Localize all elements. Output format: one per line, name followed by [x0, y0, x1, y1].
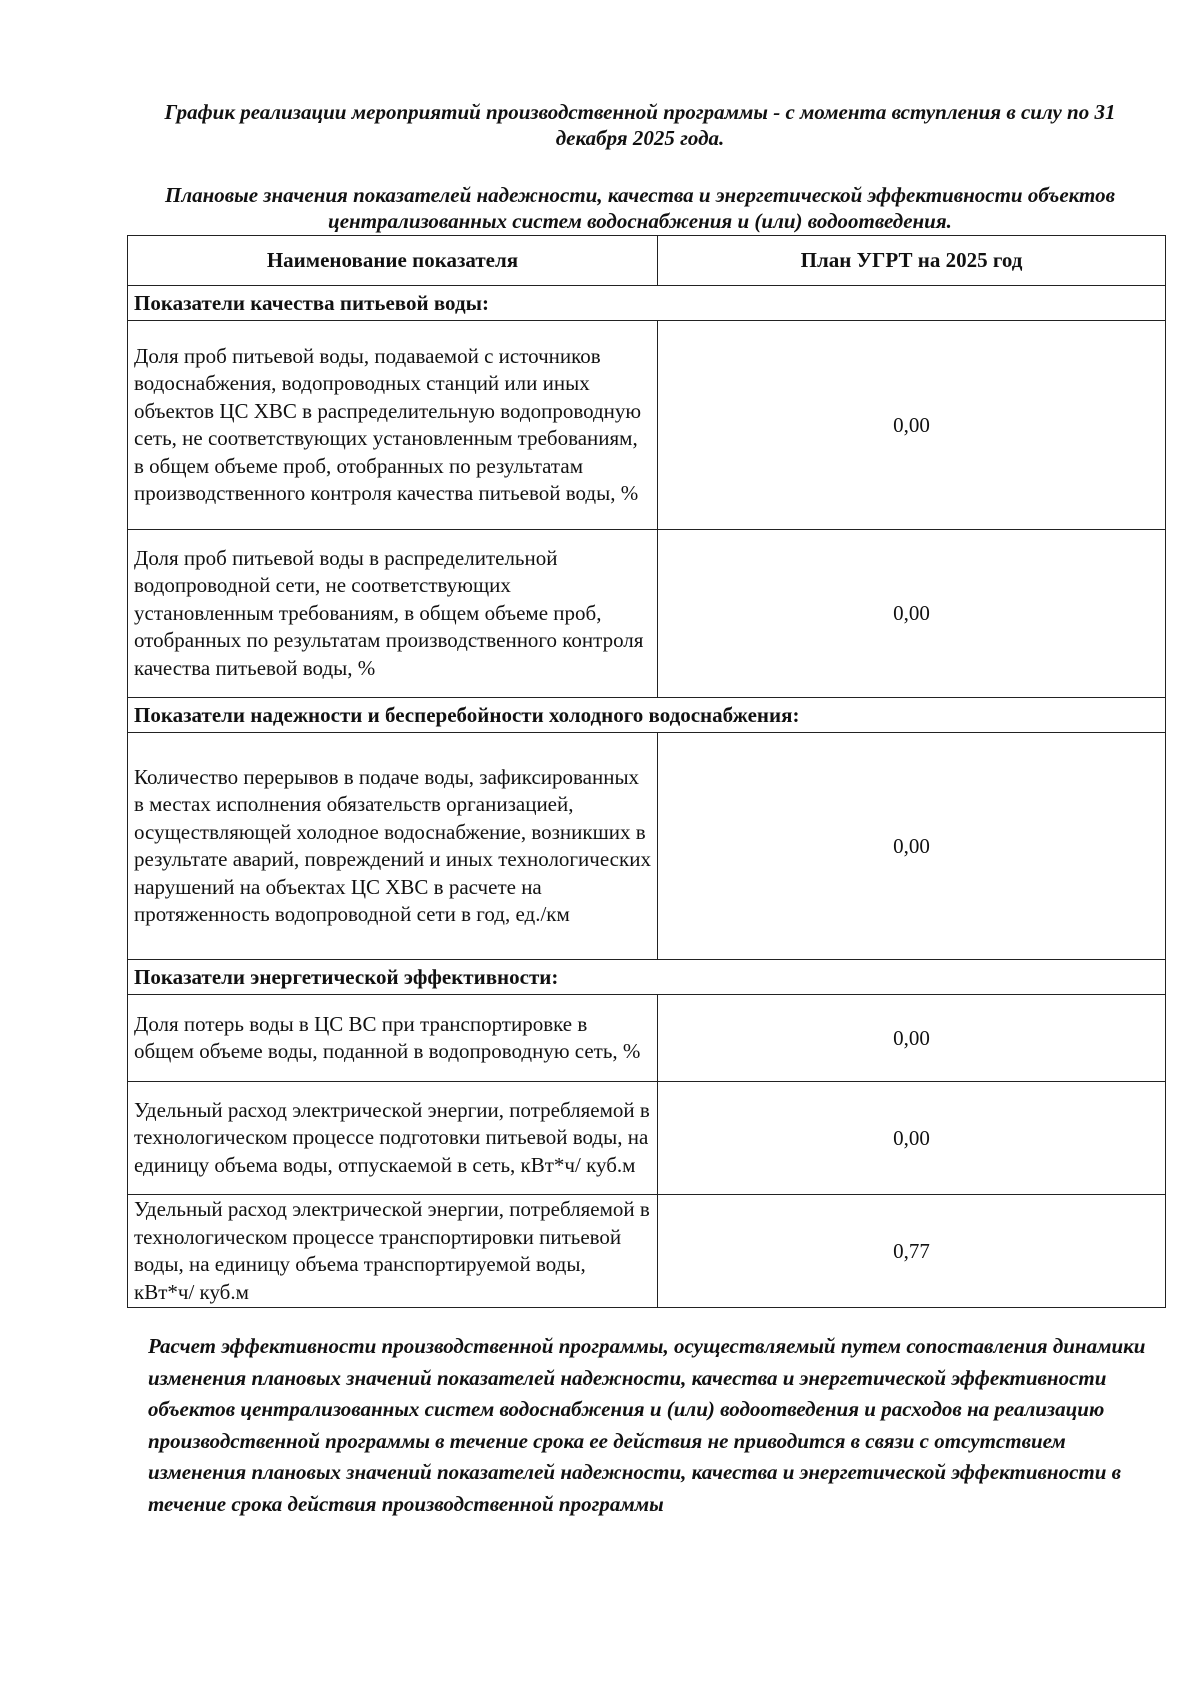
- indicators-table: [127, 235, 1166, 1308]
- table-row: [128, 321, 1166, 530]
- table-title: Плановые значения показателей надежности, качества и энергетической эффективности объектов централизованных систем водоснабжения и (или) водоотведения.: [165, 183, 1115, 233]
- indicator-value: 0,00: [658, 321, 1166, 530]
- document-title: График реализации мероприятий производственной программы - с момента вступления в силу по 31 декабря 2025 года.: [164, 100, 1116, 150]
- table-row: [128, 530, 1166, 698]
- indicator-name: Доля проб питьевой воды в распределительной водопроводной сети, не соответствующих установленным требованиям, в общем объеме проб, отобранных по результатам производственного контроля качества питьевой воды, %: [128, 530, 658, 698]
- indicator-value: 0,00: [658, 530, 1166, 698]
- table-row: [128, 995, 1166, 1082]
- efficiency-note: Расчет эффективности производственной программы, осуществляемый путем сопоставления динамики изменения плановых значений показателей надежности, качества и энергетической эффективности объектов централизованных систем водоснабжения и (или) водоотведения и расходов на реализацию производственной программы в течение срока ее действия не приводится в связи с отсутствием изменения плановых значений показателей надежности, качества и энергетической эффективности в течение срока действия производственной программы: [148, 1334, 1146, 1516]
- indicator-value: 0,00: [658, 733, 1166, 960]
- section-row: [128, 286, 1166, 321]
- header-indicator-name: Наименование показателя: [128, 236, 658, 286]
- indicator-name: Удельный расход электрической энергии, потребляемой в технологическом процессе транспортировки питьевой воды, на единицу объема транспортируемой воды, кВт*ч/ куб.м: [128, 1195, 658, 1308]
- section-title-water-quality: Показатели качества питьевой воды:: [128, 286, 1166, 321]
- table-row: [128, 733, 1166, 960]
- table-row: [128, 1082, 1166, 1195]
- section-row: [128, 960, 1166, 995]
- section-title-energy-efficiency: Показатели энергетической эффективности:: [128, 960, 1166, 995]
- indicator-name: Доля потерь воды в ЦС ВС при транспортировке в общем объеме воды, поданной в водопроводную сеть, %: [128, 995, 658, 1082]
- indicator-name: Количество перерывов в подаче воды, зафиксированных в местах исполнения обязательств организацией, осуществляющей холодное водоснабжение, возникших в результате аварий, повреждений и иных технологических нарушений на объектах ЦС ХВС в расчете на протяженность водопроводной сети в год, ед./км: [128, 733, 658, 960]
- indicator-name: Доля проб питьевой воды, подаваемой с источников водоснабжения, водопроводных станций или иных объектов ЦС ХВС в распределительную водопроводную сеть, не соответствующих установленным требованиям, в общем объеме проб, отобранных по результатам производственного контроля качества питьевой воды, %: [128, 321, 658, 530]
- table-row: [128, 1195, 1166, 1308]
- indicator-value: 0,00: [658, 1082, 1166, 1195]
- indicator-value: 0,77: [658, 1195, 1166, 1308]
- indicator-value: 0,00: [658, 995, 1166, 1082]
- table-header-row: [128, 236, 1166, 286]
- section-row: [128, 698, 1166, 733]
- header-plan-2025: План УГРТ на 2025 год: [658, 236, 1166, 286]
- indicator-name: Удельный расход электрической энергии, потребляемой в технологическом процессе подготовки питьевой воды, на единицу объема воды, отпускаемой в сеть, кВт*ч/ куб.м: [128, 1082, 658, 1195]
- section-title-reliability: Показатели надежности и бесперебойности холодного водоснабжения:: [128, 698, 1166, 733]
